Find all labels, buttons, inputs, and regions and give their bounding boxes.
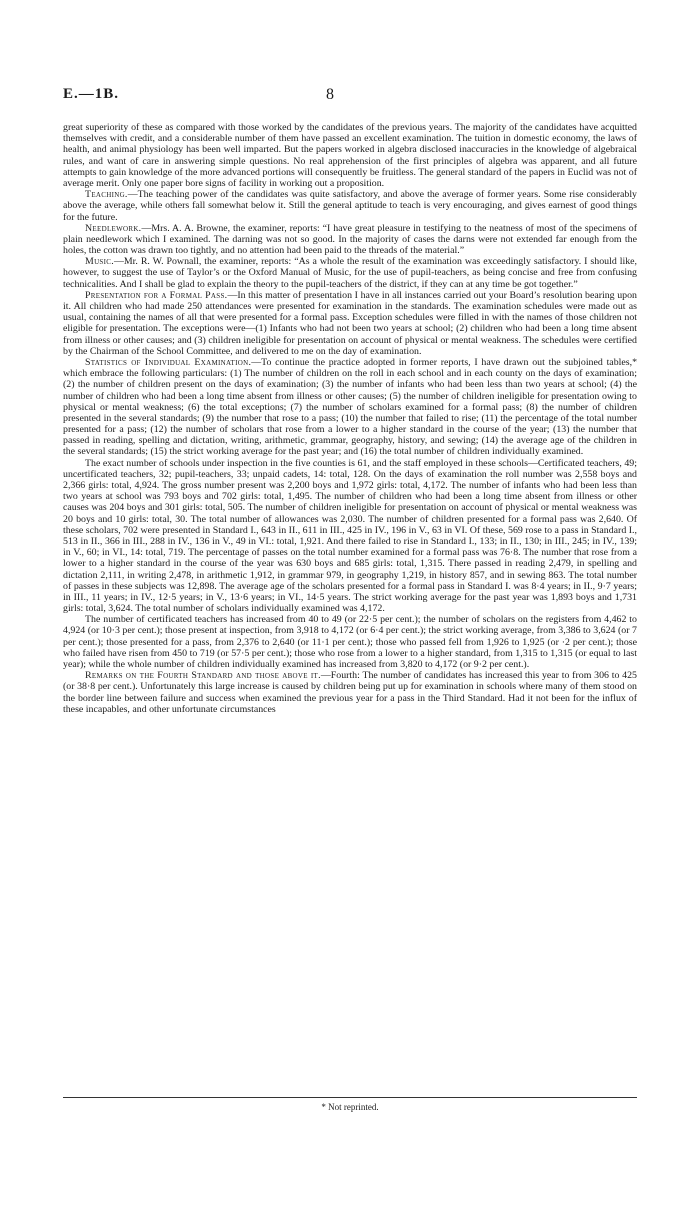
section-lead: Statistics of Individual Examination. bbox=[85, 356, 252, 368]
paragraph-teaching: Teaching.—The teaching power of the candidates was quite satisfactory, and above the average of former years. Some rise considerably above the average, while others fall somewhat below it. Still the general aptitude to teach is very encouraging, and gives earnest of good things for the future. bbox=[63, 189, 637, 223]
paragraph-comparison: The number of certificated teachers has increased from 40 to 49 (or 22·5 per cent.); the number of scholars on the registers from 4,462 to 4,924 (or 10·3 per cent.); those present at inspection, from 3,918 to 4,172 (or 6·4 per cent.); the strict working average, from 3,386 to 3,624 (or 7 per cent.); those presented for a pass, from 2,376 to 2,640 (or 11·1 per cent.); those who passed fell from 1,926 to 1,925 (or ·2 per cent.); those who failed have risen from 450 to 719 (or 57·5 per cent.); those who rose from a lower to a higher standard, from 1,315 to 1,315 (or equal to last year); while the whole number of children individually examined has increased from 3,820 to 4,172 (or 9·2 per cent.). bbox=[63, 614, 637, 670]
paragraph-fourth-standard: Remarks on the Fourth Standard and those above it.—Fourth: The number of candidates has increased this year to from 306 to 425 (or 38·8 per cent.). Unfortunately this large increase is caused by children being put up for examination in schools where many of them stood on the border line between failure and success when examined the previous year for a pass in the Third Standard. Had it not been for the influx of these incapables, and other unfortunate circumstances bbox=[63, 670, 637, 715]
page-number: 8 bbox=[326, 86, 334, 103]
paragraph-continuation: great superiority of these as compared with those worked by the candidates of the previous years. The majority of the candidates have acquitted themselves with credit, and a considerable number of them have passed an excellent examination. The tuition in domestic economy, the laws of health, and animal physiology has been well imparted. But the papers worked in algebra disclosed inaccuracies in the knowledge of algebraical rules, and want of care in answering simple questions. No real apprehension of the first principles of algebra was apparent, and all future attempts to gain knowledge of the more advanced portions will consequently be fruitless. The general standard of the papers in Euclid was not of average merit. Only one paper bore signs of facility in working out a proposition. bbox=[63, 122, 637, 189]
document-code: E.—1B. bbox=[63, 86, 120, 102]
section-lead: Needlework. bbox=[85, 222, 142, 234]
paragraph-school-numbers: The exact number of schools under inspection in the five counties is 61, and the staff employed in these schools—Certificated teachers, 49; uncertificated teachers, 32; pupil-teachers, 33; unpaid cadets, 14: total, 128. On the days of examination the roll number was 2,558 boys and 2,366 girls: total, 4,924. The gross number present was 2,200 boys and 1,972 girls: total, 4,172. The number of infants who had been less than two years at school was 793 boys and 702 girls: total, 1,495. The number of children who had been a long time absent from illness or other causes was 204 boys and 301 girls: total, 505. The number of children ineligible for presentation on account of physical or mental weakness was 20 boys and 10 girls: total, 30. The total number of allowances was 2,030. The number of children presented for a formal pass was 2,640. Of these scholars, 702 were presented in Standard I., 643 in II., 611 in III., 425 in IV., 196 in V., 63 in VI. Of these, 569 rose to a pass in Standard I., 513 in II., 366 in III., 288 in IV., 136 in V., 49 in VI.: total, 1,921. And there failed to rise in Standard I., 133; in II., 130; in III., 245; in IV., 139; in V., 60; in VI., 14: total, 719. The percentage of passes on the total number examined for a formal pass was 76·8. The number that rose from a lower to a higher standard in the course of the year was 630 boys and 685 girls: total, 1,315. There passed in reading 2,479, in spelling and dictation 2,111, in writing 2,478, in arithmetic 1,912, in grammar 979, in geography 1,219, in history 857, and in sewing 863. The total number of passes in these subjects was 12,898. The average age of the scholars presented for a formal pass in Standard I. was 8·4 years; in II., 9·7 years; in III., 11 years; in IV., 12·5 years; in V., 13·6 years; in VI., 14·5 years. The strict working average for the past year was 1,893 boys and 1,731 girls: total, 3,624. The total number of scholars individually examined was 4,172. bbox=[63, 457, 637, 615]
section-lead: Presentation for a Formal Pass. bbox=[85, 289, 228, 301]
footnote: * Not reprinted. bbox=[321, 1102, 379, 1112]
paragraph-presentation: Presentation for a Formal Pass.—In this matter of presentation I have in all instances carried out your Board’s resolution bearing upon it. All children who had made 250 attendances were presented for examination in the standards. The examination schedules were made out as usual, containing the names of all that were presented for a formal pass. Exception schedules were filled in with the names of those children not eligible for presentation. The exceptions were—(1) Infants who had not been two years at school; (2) children who had been a long time absent from illness or other causes; and (3) children ineligible for presentation on account of physical or mental weakness. The schedules were certified by the Chairman of the School Committee, and delivered to me on the day of examination. bbox=[63, 289, 637, 357]
paragraph-needlework: Needlework.—Mrs. A. A. Browne, the examiner, reports: “I have great pleasure in testifying to the neatness of most of the specimens of plain needlework which I examined. The darning was not so good. In the majority of cases the darns were not extended far enough from the holes, the cotton was drawn too tightly, and no attention had been paid to the threads of the material.” bbox=[63, 222, 637, 257]
section-lead: Music. bbox=[85, 256, 114, 268]
page-header bbox=[63, 86, 637, 110]
section-lead: Teaching. bbox=[85, 189, 128, 201]
section-lead: Remarks on the Fourth Standard and those above it. bbox=[85, 670, 321, 682]
paragraph-music: Music.—Mr. R. W. Pownall, the examiner, reports: “As a whole the result of the examination was exceedingly satisfactory. I should like, however, to suggest the use of Taylor’s or the Oxford Manual of Music, for the use of pupil-teachers, as being concise and free from confusing technicalities. And I shall be glad to explain the theory to the pupil-teachers of the district, if they can at any time be got together.” bbox=[63, 256, 637, 290]
report-body bbox=[63, 122, 637, 715]
paragraph-statistics: Statistics of Individual Examination.—To continue the practice adopted in former reports, I have drawn out the subjoined tables,* which embrace the following particulars: (1) The number of children on the roll in each school and in each county on the days of examination; (2) the number of children present on the days of examination; (3) the number of infants who had been less than two years at school; (4) the number of children who had been a long time absent from illness or other causes; (5) the number of children ineligible for presentation owing to physical or mental weakness; (6) the total exceptions; (7) the number of scholars examined for a formal pass; (8) the number of children presented in the several standards; (9) the number that rose to a pass; (10) the number that failed to rise; (11) the percentage of the total number presented for a pass; (12) the number of scholars that rose from a lower to a higher standard in the course of the year; (13) the number that passed in reading, spelling and dictation, writing, arithmetic, grammar, geography, history, and sewing; (14) the average age of the children in the several standards; (15) the strict working average for the past year; and (16) the total number of children individually examined. bbox=[63, 356, 638, 458]
footnote-rule bbox=[63, 1097, 637, 1098]
